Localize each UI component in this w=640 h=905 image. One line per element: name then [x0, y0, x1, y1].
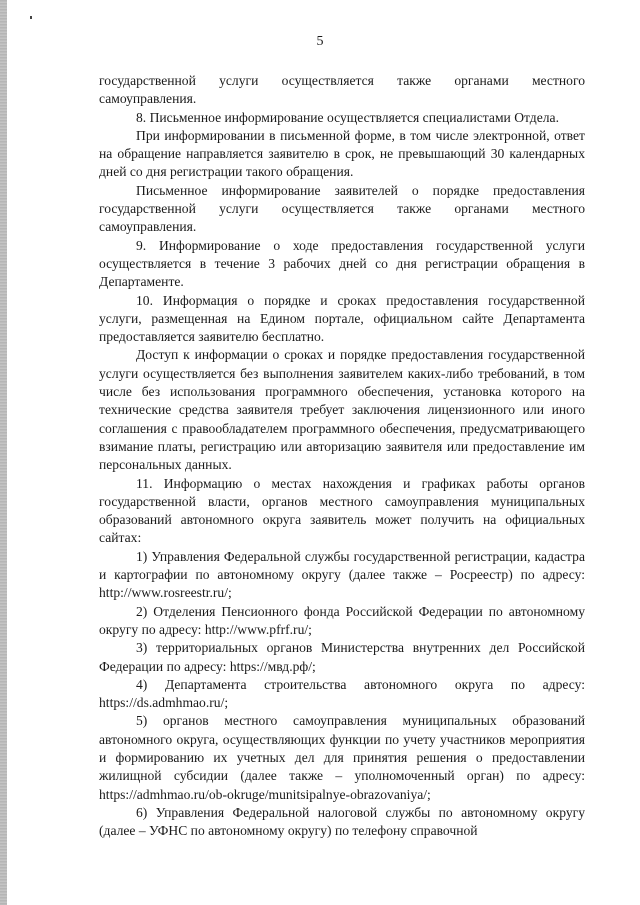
paragraph-3: При информировании в письменной форме, в том числе электронной, ответ на обращение направляется заявителю в срок, не превышающий 30 календарных дней со дня регистрации такого обращения. — [99, 127, 585, 180]
paragraph-14: 6) Управления Федеральной налоговой службы по автономному округу (далее – УФНС по автономному округу) по телефону справочной — [99, 804, 585, 839]
paragraph-13: 5) органов местного самоуправления муниципальных образований автономного округа, осуществляющих функции по учету участников мероприятия и формированию их учетных дел для принятия решения о предоставлении жилищной субсидии (далее также – уполномоченный орган) по адресу: https://admhmao.ru/ob-okruge/munitsipalnye-obrazovaniya/; — [99, 713, 585, 802]
paragraph-10: 2) Отделения Пенсионного фонда Российской Федерации по автономному округу по адресу: http://www.pfrf.ru/; — [99, 603, 585, 637]
paragraph-7: Доступ к информации о сроках и порядке предоставления государственной услуги осуществляется без выполнения заявителем каких-либо требований, в том числе без использования программного обеспечения, установка которого на технические средства заявителя требует заключения лицензионного или иного соглашения с правообладателем программного обеспечения, предусматривающего взимание платы, регистрацию или авторизацию заявителя или предоставление им персональных данных. — [99, 347, 585, 473]
paragraph-4: Письменное информирование заявителей о порядке предоставления государственной услуги осуществляется также органами местного самоуправления. — [99, 182, 585, 235]
document-body — [99, 72, 585, 840]
paragraph-12: 4) Департамента строительства автономного округа по адресу: https://ds.admhmao.ru/; — [99, 676, 585, 711]
paragraph-1: государственной услуги осуществляется также органами местного самоуправления. — [99, 73, 585, 107]
paragraph-11: 3) территориальных органов Министерства внутренних дел Российской Федерации по адресу: https://мвд.рф/; — [99, 640, 585, 674]
paragraph-5: 9. Информирование о ходе предоставления государственной услуги осуществляется в течение 3 рабочих дней со дня регистрации обращения в Департаменте. — [99, 237, 585, 290]
paragraph-8: 11. Информацию о местах нахождения и графиках работы органов государственной власти, органов местного самоуправления муниципальных образований автономного округа заявитель может получить на официальных сайтах: — [99, 475, 585, 546]
paragraph-9: 1) Управления Федеральной службы государственной регистрации, кадастра и картографии по автономному округу (далее также – Росреестр) по адресу: http://www.rosreestr.ru/; — [99, 548, 585, 601]
paragraph-6: 10. Информация о порядке и сроках предоставления государственной услуги, размещенная на Едином портале, официальном сайте Департамента предоставляется заявителю бесплатно. — [99, 292, 585, 345]
paragraph-2: 8. Письменное информирование осуществляется специалистами Отдела. — [136, 109, 559, 125]
scan-edge — [0, 0, 7, 905]
page-number: 5 — [316, 34, 324, 49]
scan-speck — [30, 16, 32, 19]
